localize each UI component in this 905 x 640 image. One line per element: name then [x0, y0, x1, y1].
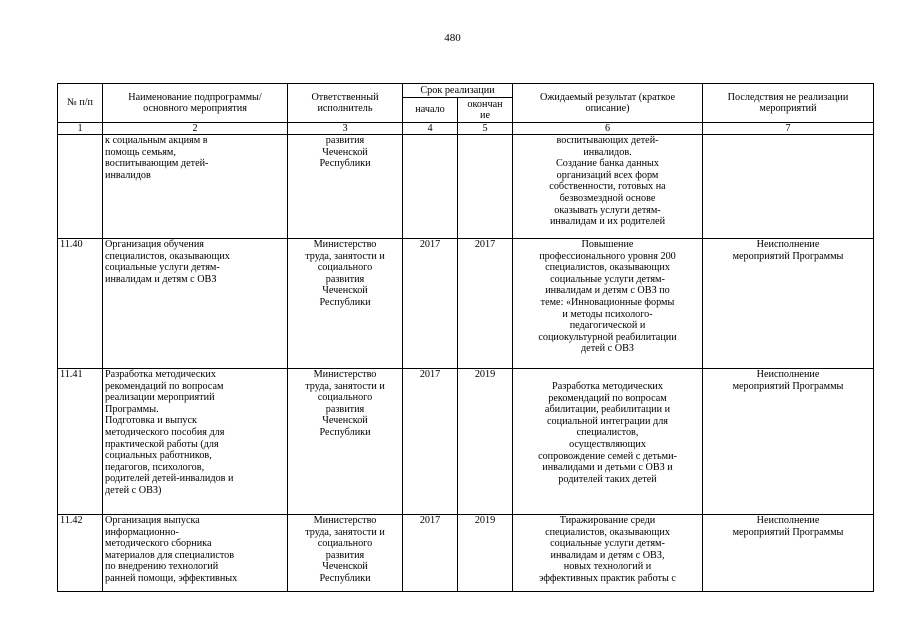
row-num: 11.40	[58, 239, 103, 369]
row-end: 2019	[458, 515, 513, 592]
header-responsible: Ответственный исполнитель	[288, 84, 403, 123]
header-start: начало	[403, 98, 458, 123]
row-start	[403, 135, 458, 239]
row-name: Организация выпуска информационно- методического сборника материалов для специалистов по внедрению технологий ранней помощи, эффективных	[103, 515, 288, 592]
column-number: 5	[458, 123, 513, 135]
column-number: 6	[513, 123, 703, 135]
row-consequence: Неисполнение мероприятий Программы	[703, 369, 874, 515]
row-name: Организация обучения специалистов, оказывающих социальные услуги детям- инвалидам и детям с ОВЗ	[103, 239, 288, 369]
header-period: Срок реализации	[403, 84, 513, 98]
row-start: 2017	[403, 369, 458, 515]
row-start: 2017	[403, 515, 458, 592]
table-row	[58, 369, 874, 515]
table-row	[58, 239, 874, 369]
row-consequence: Неисполнение мероприятий Программы	[703, 515, 874, 592]
row-responsible: Министерство труда, занятости и социального развития Чеченской Республики	[288, 515, 403, 592]
row-end: 2019	[458, 369, 513, 515]
row-responsible: Министерство труда, занятости и социального развития Чеченской Республики	[288, 239, 403, 369]
row-num: 11.42	[58, 515, 103, 592]
row-consequence	[703, 135, 874, 239]
row-end: 2017	[458, 239, 513, 369]
header-consequence: Последствия не реализации мероприятий	[703, 84, 874, 123]
row-responsible: развития Чеченской Республики	[288, 135, 403, 239]
row-start: 2017	[403, 239, 458, 369]
column-number: 7	[703, 123, 874, 135]
header-end: окончан ие	[458, 98, 513, 123]
table-row	[58, 135, 874, 239]
header-name: Наименование подпрограммы/ основного мероприятия	[103, 84, 288, 123]
column-number: 3	[288, 123, 403, 135]
row-name: Разработка методических рекомендаций по вопросам реализации мероприятий Программы. Подготовка и выпуск методического пособия для практической работы (для социальных работников, педагогов, психологов, родителей детей-инвалидов и детей с ОВЗ)	[103, 369, 288, 515]
row-result: воспитывающих детей- инвалидов. Создание банка данных организаций всех форм собственности, готовых на безвозмездной основе оказывать услуги детям- инвалидам и их родителей	[513, 135, 703, 239]
table-row	[58, 515, 874, 592]
row-num: 11.41	[58, 369, 103, 515]
row-result: Разработка методических рекомендаций по вопросам абилитации, реабилитации и социальной интеграции для специалистов, осуществляющих сопровождение семей с детьми- инвалидами и детьми с ОВЗ и родителей таких детей	[513, 369, 703, 515]
row-consequence: Неисполнение мероприятий Программы	[703, 239, 874, 369]
row-result: Тиражирование среди специалистов, оказывающих социальные услуги детям- инвалидам и детям с ОВЗ, новых технологий и эффективных практик работы с	[513, 515, 703, 592]
row-responsible: Министерство труда, занятости и социального развития Чеченской Республики	[288, 369, 403, 515]
header-num: № п/п	[58, 84, 103, 123]
row-num	[58, 135, 103, 239]
row-name: к социальным акциям в помощь семьям, воспитывающим детей- инвалидов	[103, 135, 288, 239]
row-result: Повышение профессионального уровня 200 специалистов, оказывающих социальные услуги детям- инвалидам и детям с ОВЗ по теме: «Инновационные формы и методы психолого- педагогической и социокультурной реабилитации детей с ОВЗ	[513, 239, 703, 369]
column-number: 4	[403, 123, 458, 135]
row-end	[458, 135, 513, 239]
program-table	[57, 83, 874, 592]
header-result: Ожидаемый результат (краткое описание)	[513, 84, 703, 123]
column-number: 2	[103, 123, 288, 135]
column-number: 1	[58, 123, 103, 135]
page-number: 480	[444, 32, 461, 44]
